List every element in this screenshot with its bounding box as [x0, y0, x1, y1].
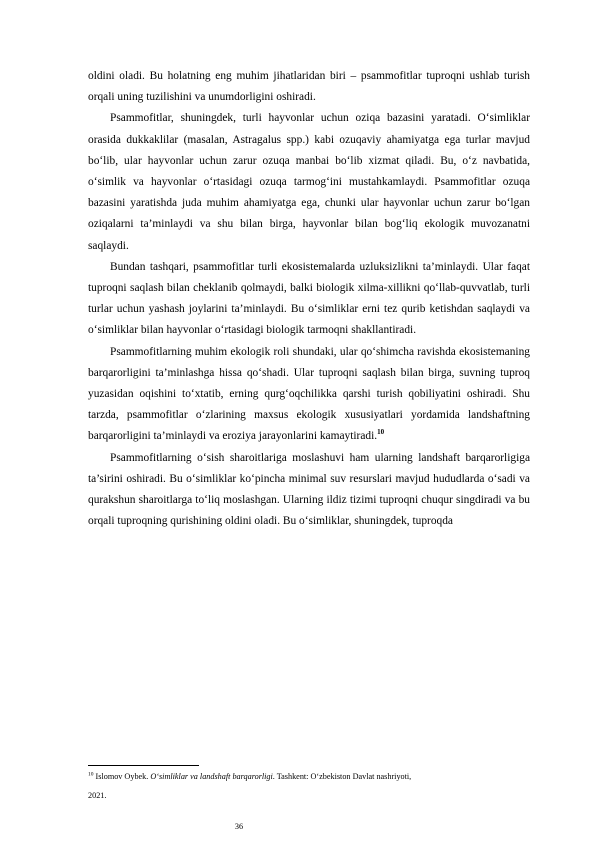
- footnote-year: 2021.: [88, 790, 107, 800]
- footnote: [88, 768, 530, 805]
- paragraph-3: Bundan tashqari, psammofitlar turli ekosistemalarda uzluksizlikni ta’minlaydi. Ular faqat tuproqni saqlash bilan cheklanib qolmaydi, balki biologik xilma-xillikni qo‘llab-quvvatlab, turli turlar uchun yashash joylarini ta’minlaydi. Bu o‘simliklar erni tez qurib ketishdan saqlaydi va o‘simliklar bilan hayvonlar o‘rtasidagi biologik tarmoqni shakllantiradi.: [88, 260, 530, 337]
- paragraph-2: Psammofitlar, shuningdek, turli hayvonlar uchun oziqa bazasini yaratadi. O‘simliklar orasida dukkaklilar (masalan, Astragalus spp.) kabi ozuqaviy ahamiyatga ega turlar mavjud bo‘lib, ular hayvonlar uchun zarur ozuqa manbai bo‘lib xizmat qiladi. Bu, o‘z navbatida, o‘simlik va hayvonlar o‘rtasidagi ozuqa tarmog‘ini mustahkamlaydi. Psammofitlar ozuqa bazasini yaratishda juda muhim ahamiyatga ega, chunki ular hayvonlar uchun zarur bo‘lgan oziqalarni ta’minlaydi va shu bilan birga, hayvonlar bilan bog‘liq ekologik muvozanatni saqlaydi.: [88, 112, 530, 252]
- paragraph-5: Psammofitlarning o‘sish sharoitlariga moslashuvi ham ularning landshaft barqarorligiga ta’sirini oshiradi. Bu o‘simliklar ko‘pincha minimal suv resurslari mavjud hududlarda o‘sadi va qurakshun sharoitlarga to‘liq moslashgan. Ularning ildiz tizimi tuproqni chuqur singdiradi va bu orqali tuproqning qurishining oldini oladi. Bu o‘simliklar, shuningdek, tuproqda: [88, 451, 530, 528]
- footnote-reference[interactable]: 10: [377, 428, 385, 437]
- footnote-publisher: . Tashkent: O‘zbekiston Davlat nashriyoti,: [272, 772, 412, 781]
- footnote-title: O‘simliklar va landshaft barqarorligi: [150, 772, 273, 781]
- page-number: 36: [234, 822, 244, 831]
- footnote-author: Islomov Oybek.: [95, 772, 149, 781]
- body-text: [88, 66, 530, 532]
- paragraph-1: oldini oladi. Bu holatning eng muhim jihatlaridan biri – psammofitlar tuproqni ushlab turish orqali uning tuzilishini va unumdorligini oshiradi.: [88, 70, 530, 104]
- paragraph-4: [88, 342, 530, 448]
- paragraph-4-text: Psammofitlarning muhim ekologik roli shundaki, ular qo‘shimcha ravishda ekosistemaning barqarorligini ta’minlashga hissa qo‘shadi. Ular tuproqni saqlash bilan birga, suvning tuproq yuzasidan oqishini to‘xtatib, erning qurg‘oqchilikka qarshi turish qobiliyatini oshiradi. Shu tarzda, psammofitlar o‘zlarining maxsus ekologik xususiyatlari yordamida landshaftning barqarorligini ta’minlaydi va eroziya jarayonlarini kamaytiradi.: [88, 345, 530, 443]
- footnote-separator: [88, 765, 199, 766]
- footnote-number: 10: [88, 771, 94, 778]
